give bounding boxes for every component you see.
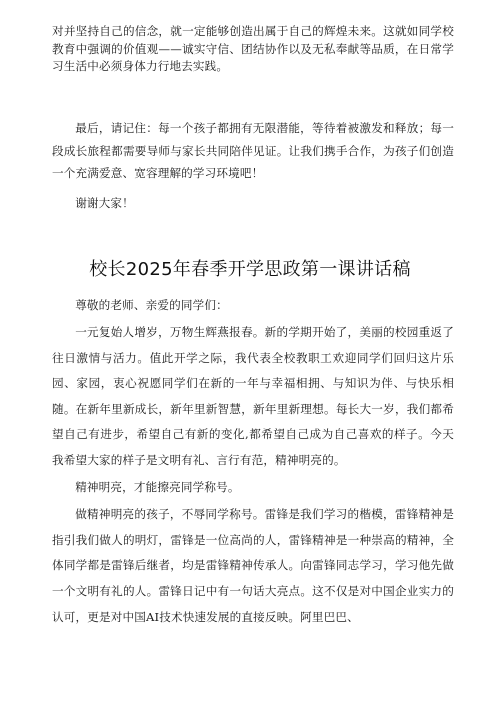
speech-paragraph: 精神明亮，才能擦亮同学称号。: [75, 480, 240, 495]
closing-thanks: 谢谢大家！: [75, 195, 134, 210]
closing-section: [52, 117, 454, 221]
closing-paragraph: 最后，请记住：每一个孩子都拥有无限潜能，等待着被激发和释放；每一段成长旅程都需要导师与家长共同陪伴见证。让我们携手合作，为孩子们创造一个充满爱意、宽容理解的学习环境吧！: [52, 121, 454, 180]
speech-title: 校长2025年春季开学思政第一课讲话稿: [89, 259, 411, 280]
intro-paragraph: 对并坚持自己的信念，就一定能够创造出属于自己的辉煌未来。这就如同学校教育中强调的价值观——诚实守信、团结协作以及无私奉献等品质，在日常学习生活中必须身体力行地去实践。: [52, 24, 454, 73]
speech-paragraph: 做精神明亮的孩子，不辱同学称号。雷锋是我们学习的楷模，雷锋精神是指引我们做人的明灯，雷锋是一位高尚的人，雷锋精神是一种崇高的精神，全体同学都是雷锋后继者，均是雷锋精神传承人。向雷锋同志学习，学习他先做一个文明有礼的人。雷锋日记中有一句话大亮点。这不仅是对中国企业实力的认可，更是对中国AI技术快速发展的直接反映。阿里巴巴、: [52, 507, 454, 624]
speech-body: [52, 293, 454, 632]
speech-paragraph: 一元复始人增岁，万物生辉燕报春。新的学期开始了，美丽的校园重返了往日激情与活力。值此开学之际，我代表全校教职工欢迎同学们回归这片乐园、家园，衷心祝愿同学们在新的一年与幸福相拥、与知识为伴、与快乐相随。在新年里新成长，新年里新智慧，新年里新理想。每长大一岁，我们都希望自己有进步，希望自己有新的变化,都希望自己成为自己喜欢的样子。今天我希望大家的样子是文明有礼、言行有范，精神明亮的。: [52, 325, 454, 468]
intro-section: [52, 23, 454, 78]
speech-greeting: 尊敬的老师、亲爱的同学们：: [75, 298, 228, 312]
